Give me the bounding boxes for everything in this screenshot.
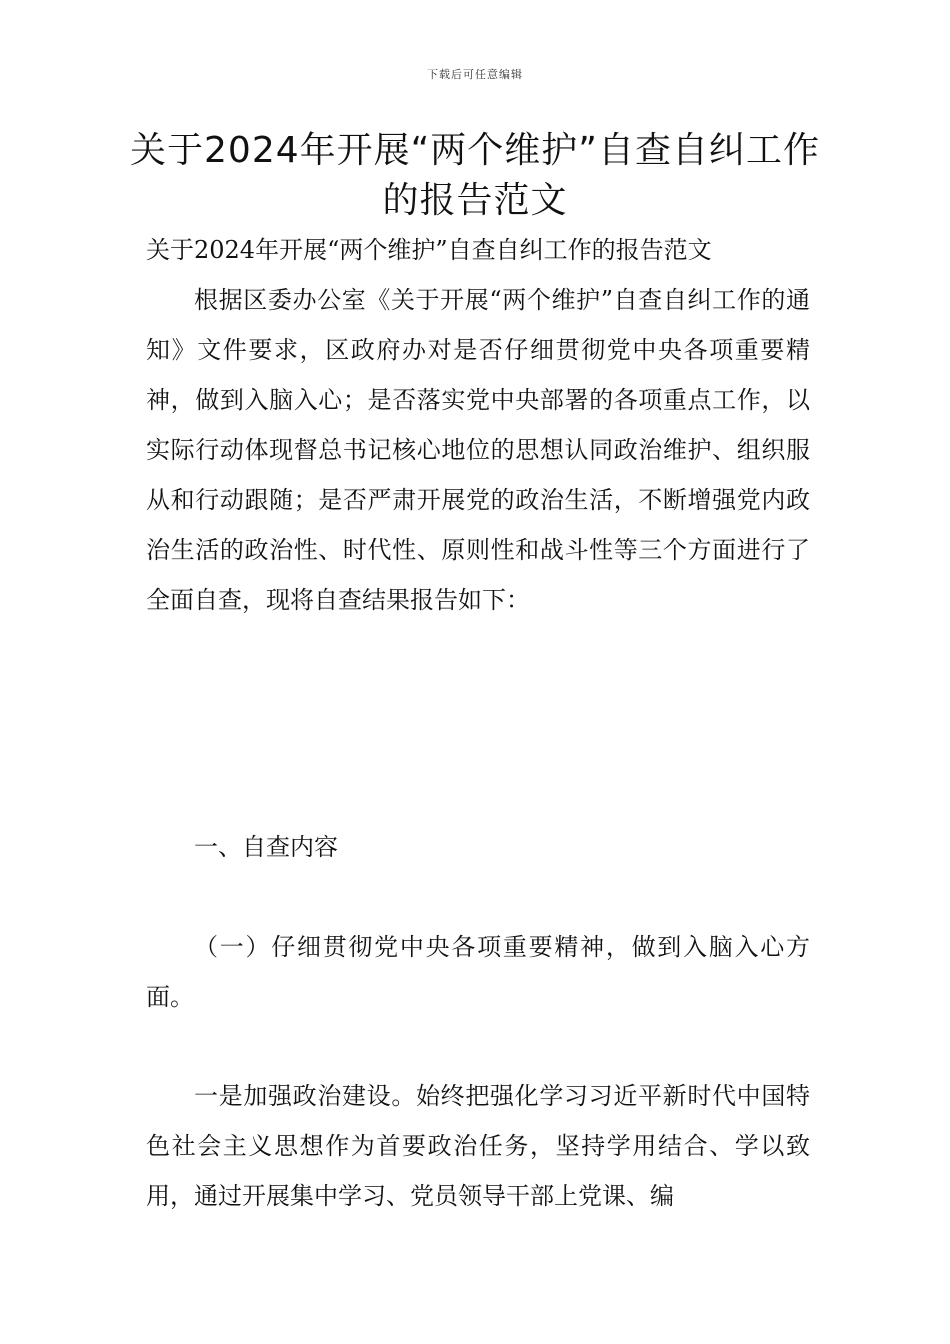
header-note: 下载后可任意编辑 xyxy=(427,68,523,81)
intro-paragraph: 根据区委办公室《关于开展“两个维护”自查自纠工作的通知》文件要求，区政府办对是否仔细贯彻党中央各项重要精神，做到入脑入心；是否落实党中央部署的各项重点工作，以实际行动体现督总书记核心地位的思想认同政治维护、组织服从和行动跟随；是否严肃开展党的政治生活，不断增强党内政治生活的政治性、时代性、原则性和战斗性等三个方面进行了全面自查，现将自查结果报告如下： xyxy=(146,286,810,614)
document-subtitle: 关于2024年开展“两个维护”自查自纠工作的报告范文 xyxy=(146,236,712,264)
document-title: 关于2024年开展“两个维护”自查自纠工作的报告范文 xyxy=(130,130,820,221)
body-paragraph: 一是加强政治建设。始终把强化学习习近平新时代中国特色社会主义思想作为首要政治任务，坚持学用结合、学以致用，通过开展集中学习、党员领导干部上党课、编 xyxy=(146,1082,810,1210)
section-heading: 一、自查内容 xyxy=(194,833,338,861)
subsection-heading: （一）仔细贯彻党中央各项重要精神，做到入脑入心方面。 xyxy=(146,933,810,1011)
